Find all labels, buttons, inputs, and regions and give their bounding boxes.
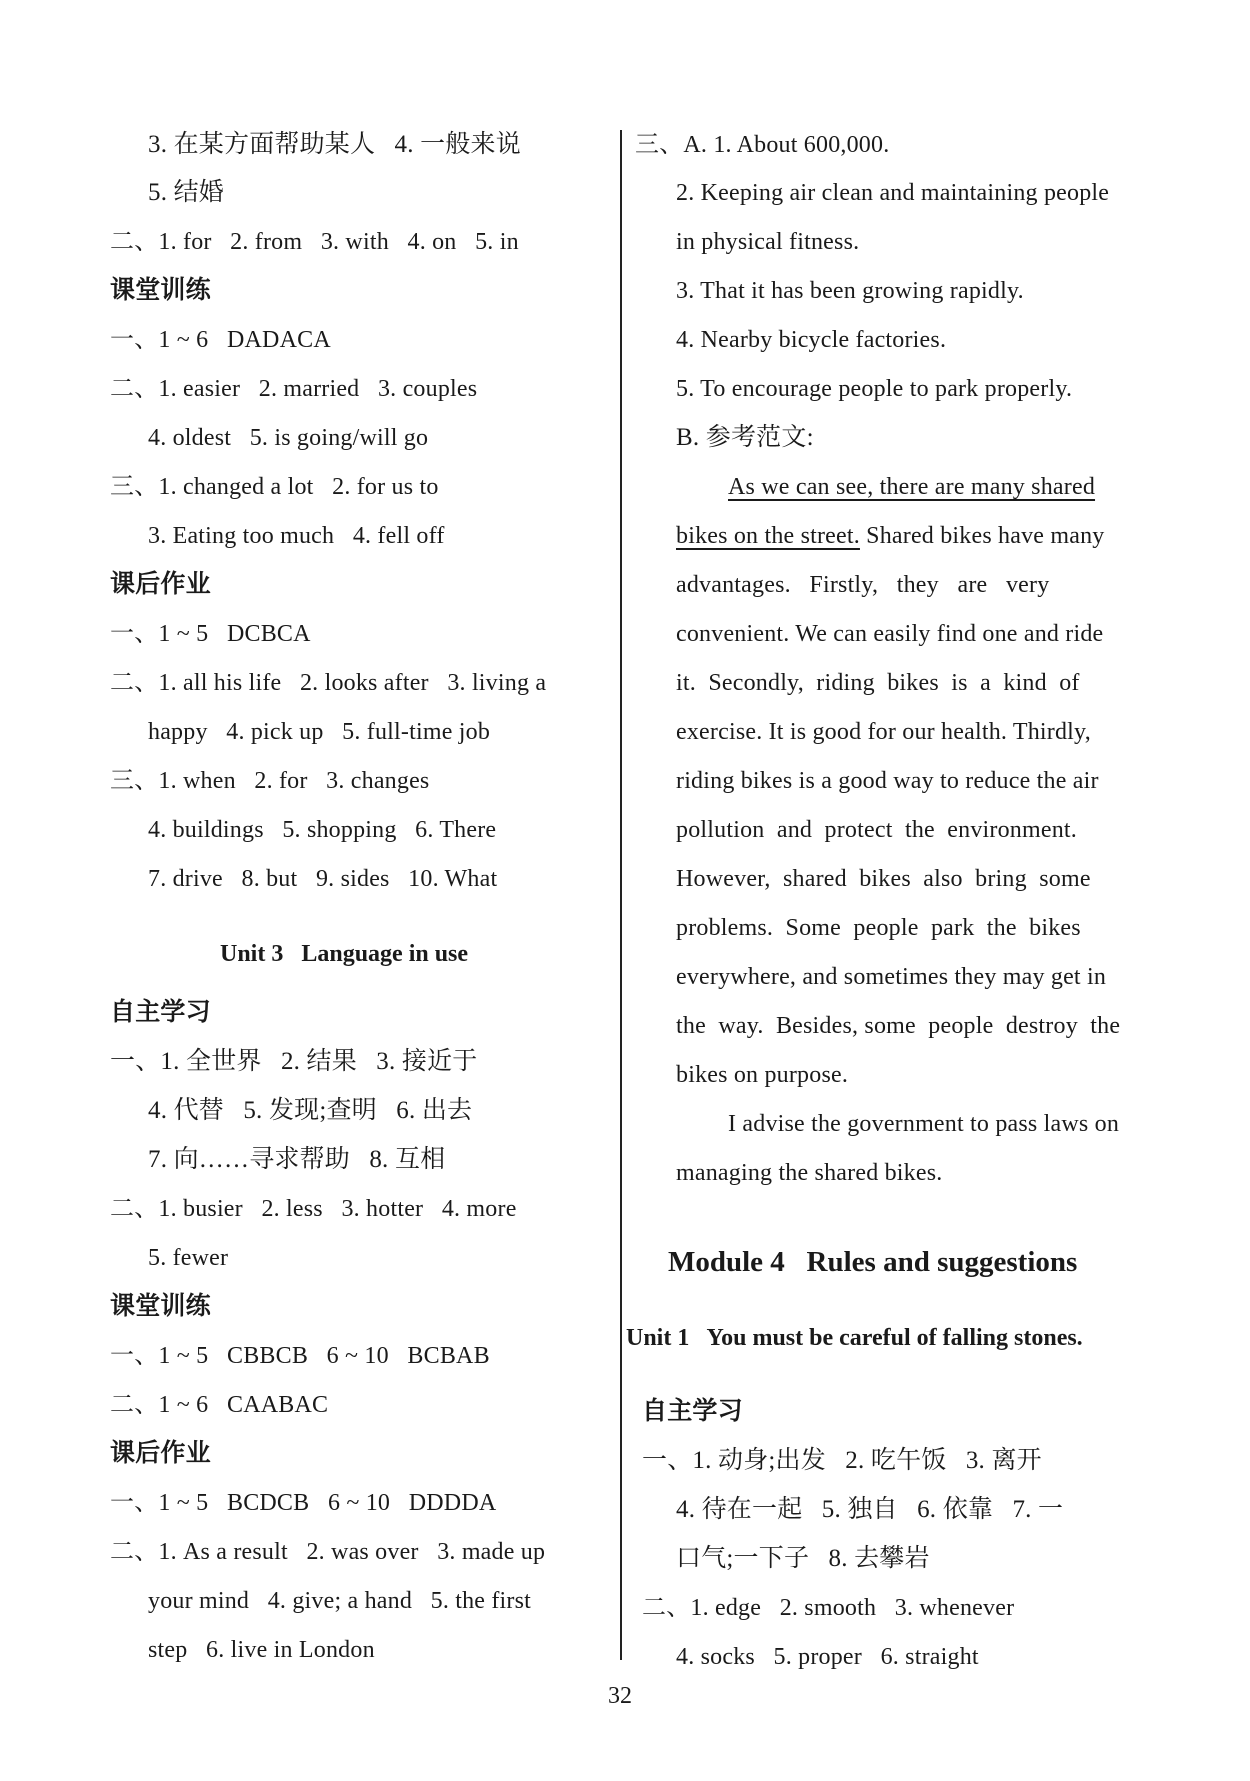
left-line-5: 一、1 ~ 6 DADACA — [110, 327, 331, 353]
section-heading-classroom-2: 课堂训练 — [110, 1293, 211, 1320]
left2-line-14: step 6. live in London — [148, 1637, 375, 1663]
left-line-12: 二、1. all his life 2. looks after 3. living a — [110, 670, 547, 696]
right2-line-3: 4. 待在一起 5. 独自 6. 依靠 7. 一 — [676, 1496, 1064, 1523]
right-line-4: 3. That it has been growing rapidly. — [676, 278, 1024, 304]
right-line-6: 5. To encourage people to park properly. — [676, 376, 1073, 402]
essay-underlined-1: As we can see, there are many shared — [728, 474, 1096, 500]
essay-line-6: exercise. It is good for our health. Thirdly, — [676, 719, 1091, 745]
right-line-3: in physical fitness. — [676, 229, 860, 255]
left-line-9: 3. Eating too much 4. fell off — [148, 523, 445, 549]
left-line-13: happy 4. pick up 5. full-time job — [148, 719, 491, 745]
essay-line-2-rest: Shared bikes have many — [859, 523, 1105, 549]
section-heading-self-study-2: 自主学习 — [642, 1398, 743, 1425]
unit-title-left: Unit 3 Language in use — [220, 941, 469, 967]
left-line-11: 一、1 ~ 5 DCBCA — [110, 621, 311, 647]
left-line-6: 二、1. easier 2. married 3. couples — [110, 376, 478, 402]
left-line-3: 二、1. for 2. from 3. with 4. on 5. in — [110, 229, 519, 255]
essay-line-11: everywhere, and sometimes they may get in — [676, 964, 1107, 990]
essay-line-14: I advise the government to pass laws on — [728, 1111, 1120, 1137]
left2-line-12: 二、1. As a result 2. was over 3. made up — [110, 1539, 546, 1565]
section-heading-homework-2: 课后作业 — [110, 1440, 211, 1467]
left2-line-4: 7. 向……寻求帮助 8. 互相 — [148, 1146, 446, 1173]
essay-line-13: bikes on purpose. — [676, 1062, 849, 1088]
essay-line-12: the way. Besides, some people destroy the — [676, 1013, 1121, 1039]
left-line-7: 4. oldest 5. is going/will go — [148, 425, 429, 451]
essay-line-3: advantages. Firstly, they are very — [676, 572, 1050, 598]
column-divider — [620, 130, 622, 1660]
left-line-16: 7. drive 8. but 9. sides 10. What — [148, 866, 498, 892]
essay-underlined-2: bikes on the street. — [676, 523, 860, 549]
left2-line-9: 二、1 ~ 6 CAABAC — [110, 1392, 329, 1418]
left2-line-3: 4. 代替 5. 发现;查明 6. 出去 — [148, 1097, 473, 1124]
essay-line-8: pollution and protect the environment. — [676, 817, 1077, 843]
essay-line-10: problems. Some people park the bikes — [676, 915, 1081, 941]
left-line-2: 5. 结婚 — [148, 179, 225, 206]
left2-line-6: 5. fewer — [148, 1245, 229, 1271]
left-line-8: 三、1. changed a lot 2. for us to — [110, 474, 439, 500]
essay-line-4: convenient. We can easily find one and ride — [676, 621, 1104, 647]
module-title: Module 4 Rules and suggestions — [668, 1246, 1078, 1278]
left-line-15: 4. buildings 5. shopping 6. There — [148, 817, 497, 843]
right2-line-5: 二、1. edge 2. smooth 3. whenever — [642, 1595, 1015, 1621]
right-line-5: 4. Nearby bicycle factories. — [676, 327, 947, 353]
right-line-1: 三、A. 1. About 600,000. — [635, 132, 890, 158]
essay-line-15: managing the shared bikes. — [676, 1160, 943, 1186]
left2-line-8: 一、1 ~ 5 CBBCB 6 ~ 10 BCBAB — [110, 1343, 490, 1369]
section-heading-classroom: 课堂训练 — [110, 277, 211, 304]
left2-line-11: 一、1 ~ 5 BCDCB 6 ~ 10 DDDDA — [110, 1490, 497, 1516]
left-line-1: 3. 在某方面帮助某人 4. 一般来说 — [148, 131, 521, 158]
unit-title-right: Unit 1 You must be careful of falling stones. — [626, 1325, 1083, 1351]
left2-line-5: 二、1. busier 2. less 3. hotter 4. more — [110, 1196, 517, 1222]
section-heading-self-study: 自主学习 — [110, 999, 211, 1026]
right2-line-2: 一、1. 动身;出发 2. 吃午饭 3. 离开 — [642, 1447, 1042, 1474]
right-line-2: 2. Keeping air clean and maintaining people — [676, 180, 1110, 206]
right2-line-6: 4. socks 5. proper 6. straight — [676, 1644, 979, 1670]
left-line-14: 三、1. when 2. for 3. changes — [110, 768, 430, 794]
right2-line-4: 口气;一下子 8. 去攀岩 — [676, 1545, 930, 1572]
left2-line-2: 一、1. 全世界 2. 结果 3. 接近于 — [110, 1048, 478, 1075]
section-heading-homework: 课后作业 — [110, 571, 211, 598]
left2-line-13: your mind 4. give; a hand 5. the first — [148, 1588, 532, 1614]
essay-line-9: However, shared bikes also bring some — [676, 866, 1091, 892]
page-number: 32 — [608, 1683, 632, 1709]
essay-line-2 — [676, 521, 1104, 551]
essay-line-7: riding bikes is a good way to reduce the air — [676, 768, 1099, 794]
right-line-7: B. 参考范文: — [676, 424, 814, 451]
essay-line-5: it. Secondly, riding bikes is a kind of — [676, 670, 1080, 696]
